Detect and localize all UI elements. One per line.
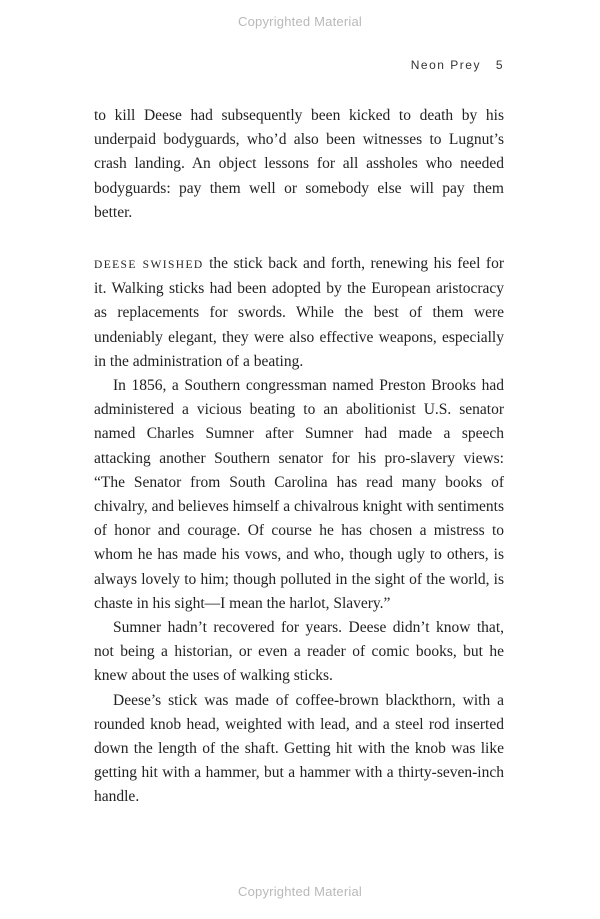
paragraph-continued: to kill Deese had subsequently been kicked to death by his underpaid bodyguards, who’d also been witnesses to Lugnut’s crash landing. An object lessons for all assholes who needed bodyguards: pay them well or somebody else will pay them better. (94, 107, 504, 221)
paragraph: Sumner hadn’t recovered for years. Deese didn’t know that, not being a historian, or even a reader of comic books, but he knew about the uses of walking sticks. (94, 619, 504, 685)
section-lead-in: DEESE SWISHED (94, 259, 204, 271)
book-title: Neon Prey (410, 58, 481, 72)
paragraph: Deese’s stick was made of coffee-brown blackthorn, with a rounded knob head, weighted with lead, and a steel rod inserted down the length of the shaft. Getting hit with the knob was like getting hit with a hammer, but a hammer with a thirty-seven-inch handle. (94, 691, 504, 806)
page-number: 5 (495, 58, 504, 72)
paragraph-section-start (94, 252, 504, 374)
copyright-watermark-top: Copyrighted Material (238, 14, 362, 29)
running-header (411, 58, 504, 72)
paragraph: In 1856, a Southern congressman named Preston Brooks had administered a vicious beating to an abolitionist U.S. senator named Charles Sumner after Sumner had made a speech attacking another Southern senator for his pro-slavery views: “The Senator from South Carolina has read many books of chivalry, and believes himself a chivalrous knight with sentiments of honor and courage. Of course he has chosen a mistress to whom he has made his vows, and who, though ugly to others, is always lovely to him; though polluted in the sight of the world, is chaste in his sight—I mean the harlot, Slavery.” (94, 377, 504, 612)
copyright-watermark-bottom: Copyrighted Material (238, 884, 362, 899)
text-section-1 (94, 104, 504, 225)
paragraph-section-start-text: the stick back and forth, renewing his feel for it. Walking sticks had been adopted by the European aristocracy as replacements for swords. While the best of them were undeniably elegant, they were also effective weapons, especially in the administration of a beating. (94, 255, 504, 370)
text-section-2 (94, 252, 504, 810)
